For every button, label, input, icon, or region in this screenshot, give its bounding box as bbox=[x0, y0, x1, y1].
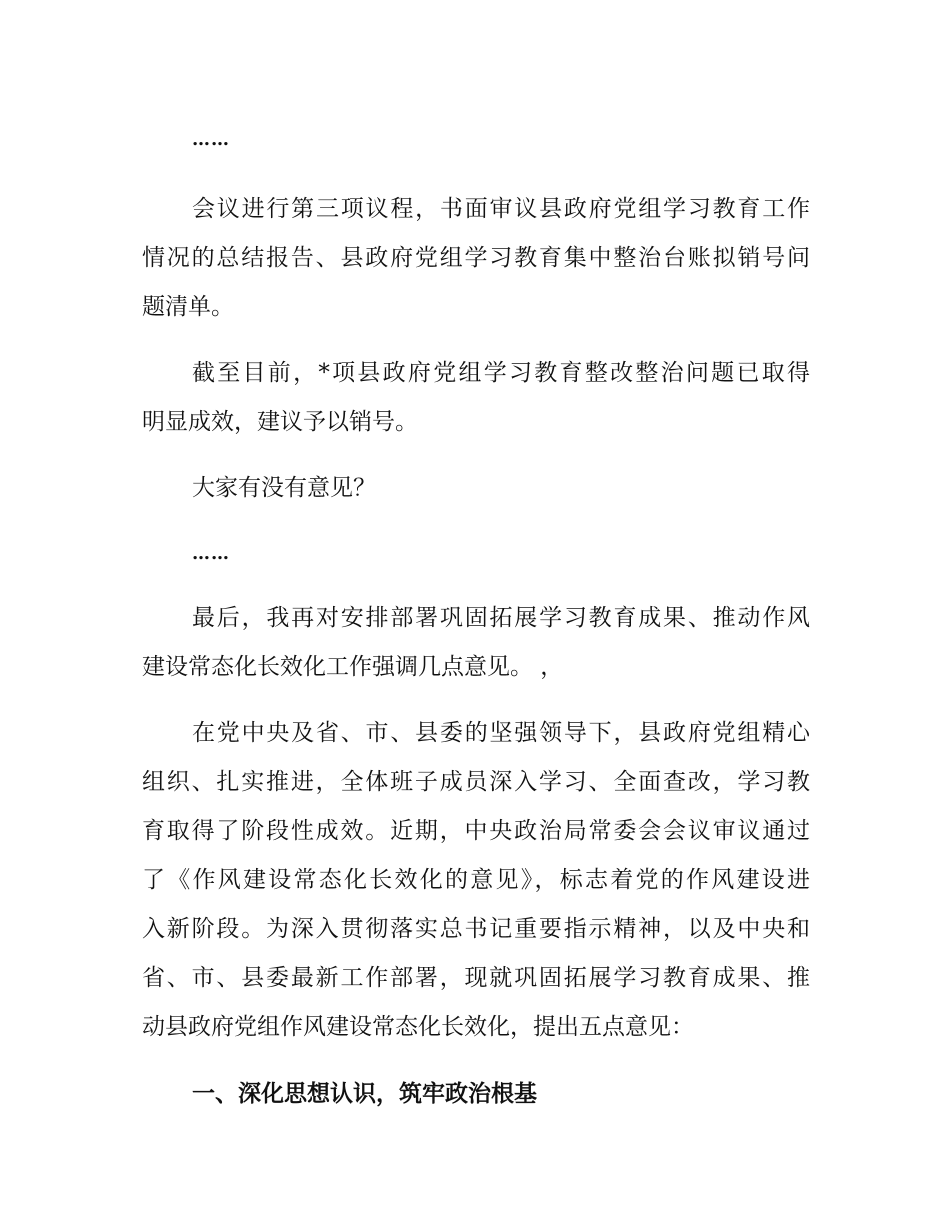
paragraph-final-line-1: 最后，我再对安排部署巩固拓展学习教育成果、推动作风 bbox=[192, 605, 810, 631]
paragraph-agenda-line-3: 题清单。 bbox=[142, 294, 234, 320]
paragraph-status-line-2: 明显成效，建议予以销号。 bbox=[142, 409, 418, 435]
section-heading-1: 一、深化思想认识，筑牢政治根基 bbox=[192, 1081, 537, 1107]
paragraph-context-line-3: 育取得了阶段性成效。近期，中央政治局常委会会议审议通过 bbox=[142, 818, 810, 844]
ellipsis-2: …… bbox=[192, 543, 230, 564]
paragraph-context-line-2: 组织、扎实推进，全体班子成员深入学习、全面查改，学习教 bbox=[142, 769, 810, 795]
paragraph-context-line-4: 了《作风建设常态化长效化的意见》，标志着党的作风建设进 bbox=[142, 867, 810, 893]
paragraph-status-line-1: 截至目前，*项县政府党组学习教育整改整治问题已取得 bbox=[192, 360, 810, 386]
paragraph-agenda-line-2: 情况的总结报告、县政府党组学习教育集中整治台账拟销号问 bbox=[142, 245, 810, 271]
paragraph-context-line-7: 动县政府党组作风建设常态化长效化，提出五点意见： bbox=[142, 1014, 694, 1040]
paragraph-context-line-5: 入新阶段。为深入贯彻落实总书记重要指示精神，以及中央和 bbox=[142, 916, 810, 942]
paragraph-question: 大家有没有意见？ bbox=[192, 475, 376, 501]
paragraph-final-line-2: 建设常态化长效化工作强调几点意见。 ， bbox=[142, 654, 564, 680]
paragraph-context-line-1: 在党中央及省、市、县委的坚强领导下，县政府党组精心 bbox=[192, 720, 810, 746]
paragraph-context-line-6: 省、市、县委最新工作部署，现就巩固拓展学习教育成果、推 bbox=[142, 965, 810, 991]
paragraph-agenda-line-1: 会议进行第三项议程，书面审议县政府党组学习教育工作 bbox=[192, 196, 810, 222]
ellipsis-1: …… bbox=[192, 129, 230, 150]
